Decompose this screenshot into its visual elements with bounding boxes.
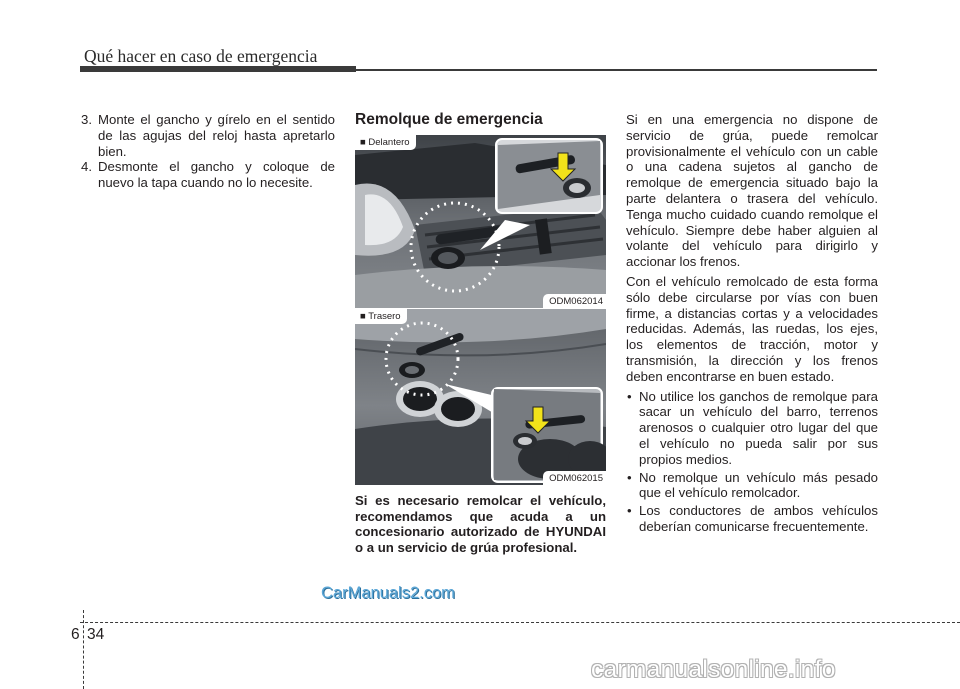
bullet-text: No remolque un vehículo más pesado que el vehículo remolcador. bbox=[639, 469, 878, 501]
step-text: Desmonte el gancho y coloque de nuevo la tapa cuando no lo necesite. bbox=[98, 159, 335, 191]
figure-code: ODM062014 bbox=[543, 294, 606, 308]
figure-label: ■ Delantero bbox=[355, 135, 416, 150]
front-bumper-illustration bbox=[355, 135, 606, 308]
carmanuals-watermark[interactable]: CarManuals2.com bbox=[321, 584, 455, 602]
bullet-item bbox=[626, 503, 878, 535]
figure-code: ODM062015 bbox=[543, 471, 606, 485]
bullet-item bbox=[626, 389, 878, 468]
section-title: Remolque de emergencia bbox=[355, 111, 543, 128]
towing-recommendation: Si es necesario remolcar el vehículo, recomendamos que acuda a un concesionario autorizado de HYUNDAI o a un servicio de grúa profesional. bbox=[355, 493, 606, 555]
bullet-item bbox=[626, 470, 878, 502]
step-number: 4. bbox=[81, 159, 92, 175]
bullet-text: Los conductores de ambos vehículos deberían comunicarse frecuentemente. bbox=[639, 503, 878, 534]
rear-tow-hook-figure bbox=[355, 309, 606, 485]
left-column bbox=[81, 112, 335, 191]
bullet-icon: • bbox=[627, 388, 632, 404]
page-number: 34 bbox=[87, 626, 105, 643]
bullet-text: No utilice los ganchos de remolque para sacar un vehículo del barro, terrenos arenosos o cualquier otro lugar del que el vehículo no pueda salir por sus propios medios. bbox=[639, 388, 878, 467]
footer-divider bbox=[80, 622, 960, 623]
right-column bbox=[626, 112, 878, 537]
paragraph: Si en una emergencia no dispone de servicio de grúa, puede remolcar provisionalmente el vehículo con un cable o una cadena sujetos al gancho de remolque de emergencia situado bajo la parte delantera o trasera del vehículo. Tenga mucho cuidado cuando remolque el vehículo. Siempre debe haber alguien al volante del vehículo para dirigirlo y accionar los frenos. bbox=[626, 112, 878, 270]
step-number: 3. bbox=[81, 112, 92, 127]
header-bar-thick bbox=[80, 66, 356, 72]
paragraph: Con el vehículo remolcado de esta forma sólo debe circularse por vías con buen firme, a distancias cortas y a velocidades reducidas. Además, las ruedas, los ejes, los elementos de tracción, motor y transmisión, la dirección y los frenos deben encontrarse en buen estado. bbox=[626, 273, 878, 384]
step-item bbox=[81, 112, 335, 159]
bullet-icon: • bbox=[627, 469, 632, 485]
front-tow-hook-figure bbox=[355, 135, 606, 308]
header-title: Qué hacer en caso de emergencia bbox=[84, 46, 318, 66]
figure-label: ■ Trasero bbox=[355, 309, 407, 324]
step-text: Monte el gancho y gírelo en el sentido de las agujas del reloj hasta apretarlo bien. bbox=[98, 112, 335, 159]
bullet-icon: • bbox=[627, 503, 632, 519]
rear-bumper-illustration bbox=[355, 309, 606, 485]
step-item bbox=[81, 159, 335, 191]
site-watermark[interactable]: carmanualsonline.info bbox=[591, 656, 836, 683]
footer-vertical-divider bbox=[83, 610, 84, 689]
chapter-number: 6 bbox=[71, 626, 80, 643]
header-bar-thin bbox=[356, 69, 877, 71]
